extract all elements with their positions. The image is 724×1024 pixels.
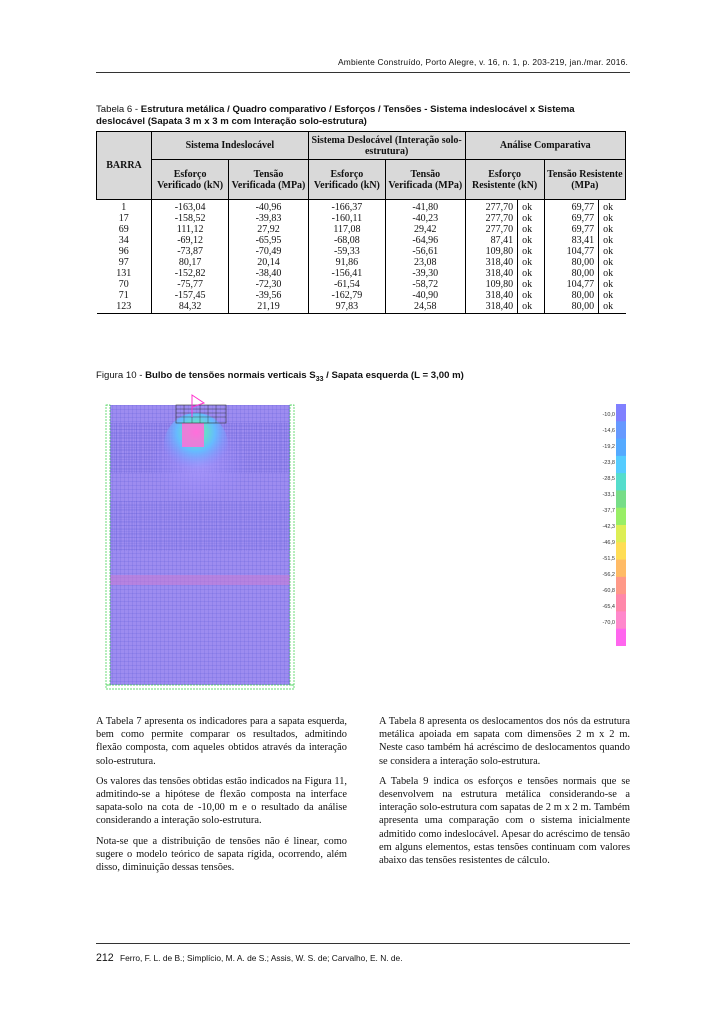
sub-header: Tensão Resistente (MPa)	[544, 160, 625, 200]
legend-swatch	[616, 560, 626, 578]
table-cell: 277,70	[465, 224, 518, 235]
table-cell: ok	[599, 213, 626, 224]
table-cell: -64,96	[386, 235, 466, 246]
table-cell: 84,32	[152, 301, 229, 314]
table-cell: 69,77	[544, 200, 598, 214]
table-cell: 23,08	[386, 257, 466, 268]
barra-header: BARRA	[97, 132, 152, 200]
table-cell: ok	[518, 279, 545, 290]
comparison-table	[96, 131, 626, 314]
table-cell: -166,37	[308, 200, 385, 214]
table-cell: -39,56	[229, 290, 309, 301]
table-cell: -41,80	[386, 200, 466, 214]
legend-label: -51,5	[602, 556, 615, 562]
table-cell: -70,49	[229, 246, 309, 257]
legend-swatch	[616, 490, 626, 508]
table-row	[97, 200, 626, 214]
table-cell: 20,14	[229, 257, 309, 268]
table-cell: 97	[118, 257, 129, 268]
table-cell: ok	[599, 224, 626, 235]
body-paragraph: A Tabela 9 indica os esforços e tensões normais que se desenvolvem na estrutura metálica considerando-se a interação solo-estrutura com sapatas de 2 m x 2 m. Também apresenta uma comparação com o sistema inicialmente admitido como indeslocável. Apesar do acréscimo de tensão em alguns elementos, estas tensões continuam com valores abaixo das tensões resistentes de cálculo.	[379, 775, 630, 867]
table-cell: ok	[599, 200, 626, 214]
legend-swatch	[616, 594, 626, 612]
table-cell: 80,00	[544, 301, 598, 314]
table-cell: 29,42	[386, 224, 466, 235]
table-cell: 111,12	[152, 224, 229, 235]
table-cell: 69,77	[544, 224, 598, 235]
table-cell: -68,08	[308, 235, 385, 246]
right-boundary	[290, 405, 294, 685]
legend-swatch	[616, 439, 626, 457]
sub-header: Tensão Verificada (MPa)	[386, 160, 466, 200]
table-cell: 109,80	[465, 246, 518, 257]
table-cell: ok	[518, 301, 545, 314]
table-cell: -75,77	[152, 279, 229, 290]
legend-label: -46,9	[602, 540, 615, 546]
table-cell: 83,41	[544, 235, 598, 246]
legend-label: -70,0	[602, 620, 615, 626]
stress-bulb-figure	[104, 393, 296, 691]
table-cell: -61,54	[308, 279, 385, 290]
table-cell: 131	[116, 268, 132, 279]
table-cell: -69,12	[152, 235, 229, 246]
table-cell: ok	[599, 257, 626, 268]
legend-swatch	[616, 456, 626, 474]
bottom-boundary	[106, 685, 294, 689]
running-head: Ambiente Construído, Porto Alegre, v. 16, n. 1, p. 203-219, jan./mar. 2016.	[338, 57, 628, 67]
table-cell: 87,41	[465, 235, 518, 246]
sub-header: Tensão Verificada (MPa)	[229, 160, 309, 200]
table-cell: -40,23	[386, 213, 466, 224]
table-cell: 318,40	[465, 290, 518, 301]
table-cell: 123	[97, 301, 152, 314]
table-cell: -40,90	[386, 290, 466, 301]
table-cell: 80,00	[544, 268, 598, 279]
table-cell: -152,82	[152, 268, 229, 279]
group-header-deslocavel: Sistema Deslocável (Interação solo-estrutura)	[308, 132, 465, 160]
table-cell: 70	[118, 279, 129, 290]
table-cell: -58,72	[386, 279, 466, 290]
table-cell: ok	[518, 200, 545, 214]
legend-label: -10,0	[602, 412, 615, 418]
table-cell: ok	[518, 246, 545, 257]
table-cell: ok	[518, 290, 545, 301]
table-cell: ok	[518, 224, 545, 235]
table-cell: 80,00	[544, 290, 598, 301]
table-row	[97, 279, 626, 290]
table-cell: 277,70	[465, 200, 518, 214]
table-row	[97, 290, 626, 301]
table-cell: 71	[118, 290, 129, 301]
table-row	[97, 268, 626, 279]
footer	[96, 952, 403, 964]
legend-swatch	[616, 421, 626, 439]
legend-label: -65,4	[602, 604, 615, 610]
table-cell: ok	[599, 301, 626, 314]
table-cell: -156,41	[308, 268, 385, 279]
table-cell: ok	[518, 213, 545, 224]
header-rule	[96, 72, 630, 73]
table-cell: 80,17	[152, 257, 229, 268]
table-cell: -72,30	[229, 279, 309, 290]
body-paragraph: Os valores das tensões obtidas estão indicados na Figura 11, admitindo-se a hipótese de flexão composta na interface sapata-solo na cota de -10,00 m e o resultado da análise considerando a interação solo-estrutura.	[96, 775, 347, 827]
sub-header: Esforço Resistente (kN)	[465, 160, 544, 200]
figure-caption	[96, 370, 464, 386]
table-cell: 27,92	[229, 224, 309, 235]
table-cell: ok	[599, 268, 626, 279]
table-cell: -65,95	[229, 235, 309, 246]
table-cell: 117,08	[308, 224, 385, 235]
table-cell: 69,77	[544, 213, 598, 224]
body-paragraph: A Tabela 7 apresenta os indicadores para a sapata esquerda, bem como permite comparar os resultados, admitindo flexão composta, com aqueles obtidos através da interação solo-estrutura.	[96, 716, 347, 767]
legend-label: -42,3	[602, 524, 615, 530]
legend-swatch	[616, 525, 626, 543]
table-cell: 24,58	[386, 301, 466, 314]
table-cell: 97,83	[308, 301, 385, 314]
table-cell: 96	[118, 246, 129, 257]
table-cell: 21,19	[229, 301, 309, 314]
legend-label: -37,7	[602, 508, 615, 514]
table-cell: 17	[118, 213, 129, 224]
table-cell: -59,33	[308, 246, 385, 257]
table-row	[97, 301, 626, 314]
table-cell: 91,86	[308, 257, 385, 268]
legend-swatch	[616, 473, 626, 491]
table-cell: -39,83	[229, 213, 309, 224]
group-header-analise: Análise Comparativa	[465, 132, 625, 160]
group-header-indeslocavel: Sistema Indeslocável	[152, 132, 309, 160]
table-caption	[96, 104, 626, 128]
sub-header: Esforço Verificado (kN)	[308, 160, 385, 200]
table-cell: ok	[599, 235, 626, 246]
legend-swatch	[616, 629, 626, 646]
legend-color-bar	[616, 404, 626, 646]
legend-swatch	[616, 611, 626, 629]
table-cell: 104,77	[544, 279, 598, 290]
table-cell: 1	[121, 202, 127, 213]
figure-caption-label: Figura 10 -	[96, 370, 146, 381]
figure-caption-title: Bulbo de tensões normais verticais $S_{33}$ / Sapata esquerda (L = 3,00 m)	[145, 370, 464, 383]
table-cell: -56,61	[386, 246, 466, 257]
legend-swatch	[616, 542, 626, 560]
table-cell: ok	[518, 268, 545, 279]
table-row	[97, 235, 626, 246]
table-cell: -38,40	[229, 268, 309, 279]
table-cell: -158,52	[152, 213, 229, 224]
legend-label: -56,2	[602, 572, 615, 578]
table-cell: -39,30	[386, 268, 466, 279]
table-cell: 318,40	[465, 257, 518, 268]
left-column	[96, 715, 347, 881]
page-number: 212	[96, 952, 114, 964]
table-caption-label: Tabela 6 -	[96, 104, 141, 115]
table-cell: 318,40	[465, 268, 518, 279]
table-cell: ok	[518, 257, 545, 268]
legend-swatch	[616, 508, 626, 526]
table-cell: -162,79	[308, 290, 385, 301]
table-cell: -40,96	[229, 200, 309, 214]
legend-label: -14,6	[602, 428, 615, 434]
sub-header: Esforço Verificado (kN)	[152, 160, 229, 200]
table-cell: 109,80	[465, 279, 518, 290]
table-caption-title: Estrutura metálica / Quadro comparativo / Esforços / Tensões - Sistema indeslocável x Sistema deslocável (Sapata 3 m x 3 m com Interação solo-estrutura)	[96, 104, 575, 127]
legend-label: -19,2	[602, 444, 615, 450]
left-boundary	[106, 405, 110, 685]
table-cell: 80,00	[544, 257, 598, 268]
table-cell: 69	[118, 224, 129, 235]
stress-band	[110, 575, 290, 585]
legend-label: -60,8	[602, 588, 615, 594]
table-cell: 34	[118, 235, 129, 246]
right-column	[379, 715, 630, 874]
legend-label: -28,5	[602, 476, 615, 482]
color-legend	[593, 404, 633, 646]
table-row	[97, 224, 626, 235]
table-row	[97, 246, 626, 257]
footer-authors: Ferro, F. L. de B.; Simplício, M. A. de S.; Assis, W. S. de; Carvalho, E. N. de.	[120, 953, 403, 963]
table-cell: ok	[599, 246, 626, 257]
body-paragraph: Nota-se que a distribuição de tensões não é linear, como sugere o modelo teórico de sapata rígida, ocorrendo, além disso, diminuição dessas tensões.	[96, 835, 347, 874]
table-cell: ok	[518, 235, 545, 246]
table-cell: -160,11	[308, 213, 385, 224]
legend-label: -33,1	[602, 492, 615, 498]
footing-zone	[182, 423, 204, 447]
table-cell: 104,77	[544, 246, 598, 257]
body-paragraph: A Tabela 8 apresenta os deslocamentos dos nós da estrutura metálica apoiada em sapata com dimensões 2 m x 2 m. Neste caso também há acréscimo de deslocamentos quando se considera a interação solo-estrutura.	[379, 716, 630, 767]
table-cell: ok	[599, 279, 626, 290]
legend-swatch	[616, 577, 626, 595]
table-cell: 318,40	[465, 301, 518, 314]
table-row	[97, 257, 626, 268]
legend-swatch	[616, 404, 626, 422]
legend-label: -23,8	[602, 460, 615, 466]
footer-rule	[96, 943, 630, 944]
table-cell: -163,04	[152, 200, 229, 214]
table-cell: -157,45	[152, 290, 229, 301]
table-cell: 277,70	[465, 213, 518, 224]
table-cell: ok	[599, 290, 626, 301]
table-row	[97, 213, 626, 224]
table-cell: -73,87	[152, 246, 229, 257]
